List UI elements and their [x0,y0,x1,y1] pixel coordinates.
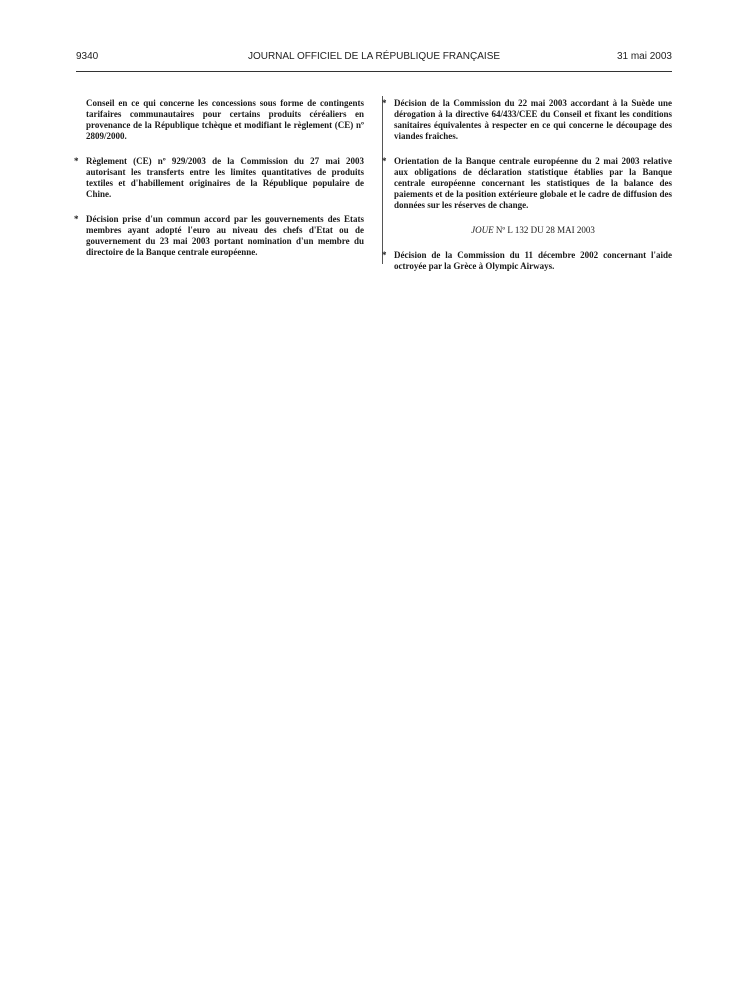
page-number: 9340 [76,51,99,62]
header-rule [76,71,672,72]
right-column [382,98,672,286]
entry-text: Décision de la Commission du 11 décembre 2002 concernant l'aide octroyée par la Grèce à Olympic Airways. [394,250,672,271]
list-item [382,98,672,142]
page-header [76,51,672,65]
list-item [74,214,364,258]
entry-text: Conseil en ce qui concerne les concessions sous forme de contingents tarifaires communautaires pour certains produits céréaliers en provenance de la République tchèque et modifiant le règlement (CE) nº 2809/2000. [86,98,364,141]
joue-prefix: JOUE [471,225,494,235]
bullet-icon: * [382,250,387,260]
publication-date: 31 mai 2003 [616,51,672,62]
entry-text: Règlement (CE) nº 929/2003 de la Commission du 27 mai 2003 autorisant les transferts entre les limites quantitatives de produits textiles et d'habillement originaires de la République populaire de Chine. [86,156,364,199]
list-item [382,250,672,272]
bullet-icon: * [382,98,387,108]
bullet-icon: * [382,156,387,166]
entry-text: Orientation de la Banque centrale européenne du 2 mai 2003 relative aux obligations de déclaration statistique établies par la Banque centrale européenne concernant les statistiques de la balance des paiements et de la position extérieure globale et le cadre de diffusion des données sur les réserves de change. [394,156,672,210]
continuation-entry [86,98,364,142]
column-divider [382,96,383,264]
joue-heading [394,225,672,236]
left-column [74,98,364,272]
bullet-icon: * [74,156,79,166]
list-item [382,156,672,211]
entry-text: Décision de la Commission du 22 mai 2003 accordant à la Suède une dérogation à la directive 64/433/CEE du Conseil et fixant les conditions sanitaires équivalentes à respecter en ce qui concerne le découpage des viandes fraîches. [394,98,672,141]
list-item [74,156,364,200]
journal-title: JOURNAL OFFICIEL DE LA RÉPUBLIQUE FRANÇAISE [247,51,501,62]
joue-issue: Nº L 132 DU 28 MAI 2003 [495,225,595,235]
entry-text: Décision prise d'un commun accord par les gouvernements des Etats membres ayant adopté l'euro au niveau des chefs d'Etat ou de gouvernement du 23 mai 2003 portant nomination d'un membre du directoire de la Banque centrale européenne. [86,214,364,257]
bullet-icon: * [74,214,79,224]
